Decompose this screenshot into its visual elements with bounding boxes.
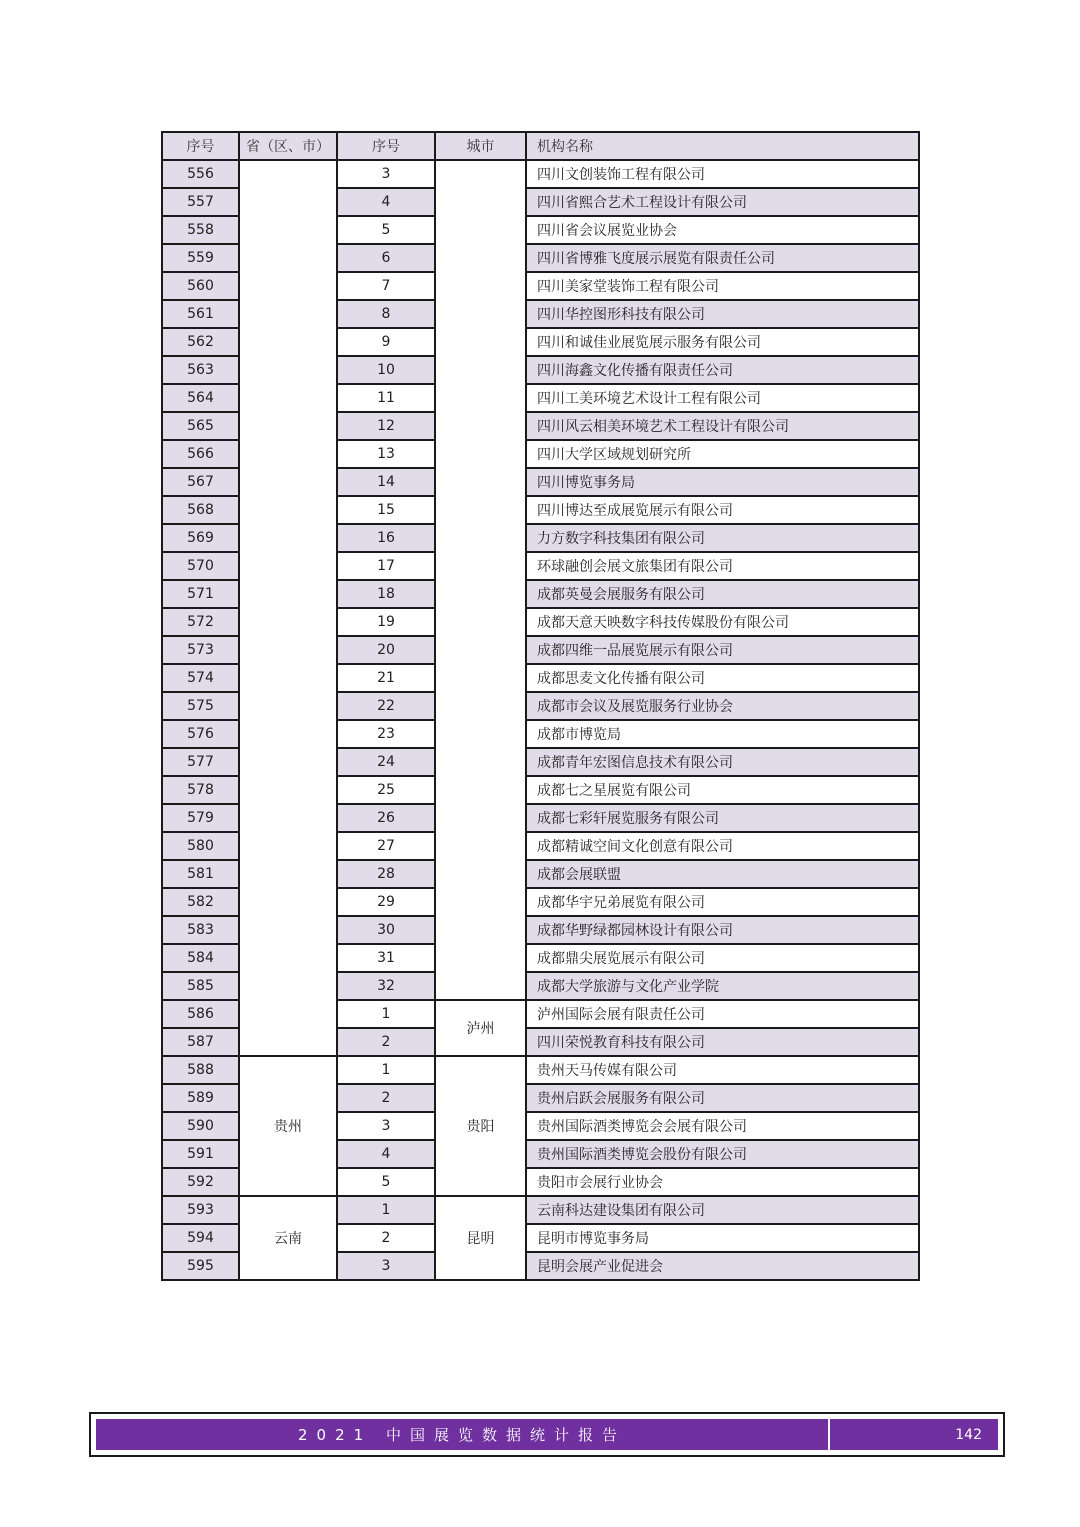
row-index: 562	[162, 328, 239, 356]
header-organization-name: 机构名称	[526, 132, 919, 160]
row-sub-index: 3	[337, 1112, 435, 1140]
row-index: 561	[162, 300, 239, 328]
organization-name: 四川美家堂装饰工程有限公司	[526, 272, 919, 300]
page-footer	[89, 1412, 1005, 1457]
row-sub-index: 1	[337, 1000, 435, 1028]
row-index: 591	[162, 1140, 239, 1168]
row-sub-index: 31	[337, 944, 435, 972]
row-index: 581	[162, 860, 239, 888]
organization-name: 四川省会议展览业协会	[526, 216, 919, 244]
organization-name: 四川华控图形科技有限公司	[526, 300, 919, 328]
row-index: 568	[162, 496, 239, 524]
organization-name: 四川博达至成展览展示有限公司	[526, 496, 919, 524]
row-sub-index: 23	[337, 720, 435, 748]
organization-name: 四川海鑫文化传播有限责任公司	[526, 356, 919, 384]
row-index: 567	[162, 468, 239, 496]
row-index: 572	[162, 608, 239, 636]
organization-name: 云南科达建设集团有限公司	[526, 1196, 919, 1224]
footer-band	[96, 1419, 998, 1450]
organization-name: 成都思麦文化传播有限公司	[526, 664, 919, 692]
header-sub-index: 序号	[337, 132, 435, 160]
row-index: 588	[162, 1056, 239, 1084]
row-index: 594	[162, 1224, 239, 1252]
row-index: 584	[162, 944, 239, 972]
row-index: 557	[162, 188, 239, 216]
header-city: 城市	[435, 132, 526, 160]
row-index: 585	[162, 972, 239, 1000]
row-sub-index: 10	[337, 356, 435, 384]
row-index: 589	[162, 1084, 239, 1112]
row-index: 575	[162, 692, 239, 720]
row-index: 570	[162, 552, 239, 580]
organization-name: 四川和诚佳业展览展示服务有限公司	[526, 328, 919, 356]
organization-name: 成都七之星展览有限公司	[526, 776, 919, 804]
organization-name: 四川工美环境艺术设计工程有限公司	[526, 384, 919, 412]
row-sub-index: 20	[337, 636, 435, 664]
row-index: 569	[162, 524, 239, 552]
row-sub-index: 15	[337, 496, 435, 524]
organization-name: 力方数字科技集团有限公司	[526, 524, 919, 552]
table-header-row	[162, 132, 919, 160]
organization-name: 成都市会议及展览服务行业协会	[526, 692, 919, 720]
organization-name: 成都七彩轩展览服务有限公司	[526, 804, 919, 832]
city-cell	[435, 160, 526, 1000]
row-index: 558	[162, 216, 239, 244]
row-sub-index: 5	[337, 1168, 435, 1196]
organization-name: 贵州天马传媒有限公司	[526, 1056, 919, 1084]
organization-name: 成都华野绿都园林设计有限公司	[526, 916, 919, 944]
organization-name: 四川省博雅飞度展示展览有限责任公司	[526, 244, 919, 272]
row-index: 587	[162, 1028, 239, 1056]
row-sub-index: 1	[337, 1196, 435, 1224]
row-index: 578	[162, 776, 239, 804]
organization-name: 四川博览事务局	[526, 468, 919, 496]
row-sub-index: 30	[337, 916, 435, 944]
organization-name: 成都精诚空间文化创意有限公司	[526, 832, 919, 860]
row-sub-index: 11	[337, 384, 435, 412]
organization-name: 成都天意天映数字科技传媒股份有限公司	[526, 608, 919, 636]
organization-name: 四川风云相美环境艺术工程设计有限公司	[526, 412, 919, 440]
city-cell: 昆明	[435, 1196, 526, 1280]
organization-name: 四川荣悦教育科技有限公司	[526, 1028, 919, 1056]
row-sub-index: 22	[337, 692, 435, 720]
province-cell: 贵州	[239, 1056, 337, 1196]
row-index: 565	[162, 412, 239, 440]
table-body	[162, 132, 919, 1280]
row-index: 595	[162, 1252, 239, 1280]
row-sub-index: 16	[337, 524, 435, 552]
row-sub-index: 1	[337, 1056, 435, 1084]
row-index: 590	[162, 1112, 239, 1140]
row-sub-index: 32	[337, 972, 435, 1000]
row-index: 583	[162, 916, 239, 944]
table-row	[162, 160, 919, 188]
organization-name: 四川省熙合艺术工程设计有限公司	[526, 188, 919, 216]
row-sub-index: 8	[337, 300, 435, 328]
row-index: 571	[162, 580, 239, 608]
city-cell: 泸州	[435, 1000, 526, 1056]
row-sub-index: 18	[337, 580, 435, 608]
row-index: 563	[162, 356, 239, 384]
row-sub-index: 6	[337, 244, 435, 272]
row-index: 559	[162, 244, 239, 272]
row-sub-index: 29	[337, 888, 435, 916]
row-sub-index: 13	[337, 440, 435, 468]
row-sub-index: 28	[337, 860, 435, 888]
organization-name: 成都四维一品展览展示有限公司	[526, 636, 919, 664]
organization-name: 成都华宇兄弟展览有限公司	[526, 888, 919, 916]
row-sub-index: 7	[337, 272, 435, 300]
row-index: 574	[162, 664, 239, 692]
row-sub-index: 14	[337, 468, 435, 496]
row-index: 586	[162, 1000, 239, 1028]
organization-name: 成都英曼会展服务有限公司	[526, 580, 919, 608]
row-index: 580	[162, 832, 239, 860]
province-cell	[239, 160, 337, 1056]
row-sub-index: 2	[337, 1224, 435, 1252]
organization-name: 成都鼎尖展览展示有限公司	[526, 944, 919, 972]
page-number: 142	[955, 1426, 982, 1443]
organization-name: 贵州启跃会展服务有限公司	[526, 1084, 919, 1112]
row-sub-index: 24	[337, 748, 435, 776]
organization-name: 贵州国际酒类博览会股份有限公司	[526, 1140, 919, 1168]
row-index: 576	[162, 720, 239, 748]
row-index: 592	[162, 1168, 239, 1196]
row-sub-index: 3	[337, 160, 435, 188]
organization-table	[161, 131, 920, 1281]
organization-name: 环球融创会展文旅集团有限公司	[526, 552, 919, 580]
organization-name: 四川大学区域规划研究所	[526, 440, 919, 468]
row-sub-index: 4	[337, 188, 435, 216]
organization-name: 成都市博览局	[526, 720, 919, 748]
row-index: 556	[162, 160, 239, 188]
row-sub-index: 2	[337, 1084, 435, 1112]
row-sub-index: 27	[337, 832, 435, 860]
row-index: 579	[162, 804, 239, 832]
organization-name: 四川文创装饰工程有限公司	[526, 160, 919, 188]
row-sub-index: 25	[337, 776, 435, 804]
row-sub-index: 19	[337, 608, 435, 636]
row-sub-index: 17	[337, 552, 435, 580]
row-index: 566	[162, 440, 239, 468]
row-sub-index: 12	[337, 412, 435, 440]
province-cell: 云南	[239, 1196, 337, 1280]
organization-name: 昆明会展产业促进会	[526, 1252, 919, 1280]
row-index: 573	[162, 636, 239, 664]
row-sub-index: 9	[337, 328, 435, 356]
organization-name: 成都会展联盟	[526, 860, 919, 888]
city-cell: 贵阳	[435, 1056, 526, 1196]
row-index: 560	[162, 272, 239, 300]
header-index: 序号	[162, 132, 239, 160]
organization-name: 泸州国际会展有限责任公司	[526, 1000, 919, 1028]
table-row	[162, 1056, 919, 1084]
organization-name: 贵州国际酒类博览会会展有限公司	[526, 1112, 919, 1140]
row-sub-index: 2	[337, 1028, 435, 1056]
row-sub-index: 21	[337, 664, 435, 692]
organization-name: 成都大学旅游与文化产业学院	[526, 972, 919, 1000]
row-index: 577	[162, 748, 239, 776]
row-sub-index: 26	[337, 804, 435, 832]
header-province: 省（区、市）	[239, 132, 337, 160]
row-sub-index: 5	[337, 216, 435, 244]
row-index: 593	[162, 1196, 239, 1224]
organization-name: 昆明市博览事务局	[526, 1224, 919, 1252]
row-sub-index: 4	[337, 1140, 435, 1168]
organization-name: 成都青年宏图信息技术有限公司	[526, 748, 919, 776]
row-index: 582	[162, 888, 239, 916]
row-index: 564	[162, 384, 239, 412]
table-row	[162, 1196, 919, 1224]
row-sub-index: 3	[337, 1252, 435, 1280]
organization-name: 贵阳市会展行业协会	[526, 1168, 919, 1196]
report-title: 2021 中国展览数据统计报告	[96, 1419, 830, 1450]
